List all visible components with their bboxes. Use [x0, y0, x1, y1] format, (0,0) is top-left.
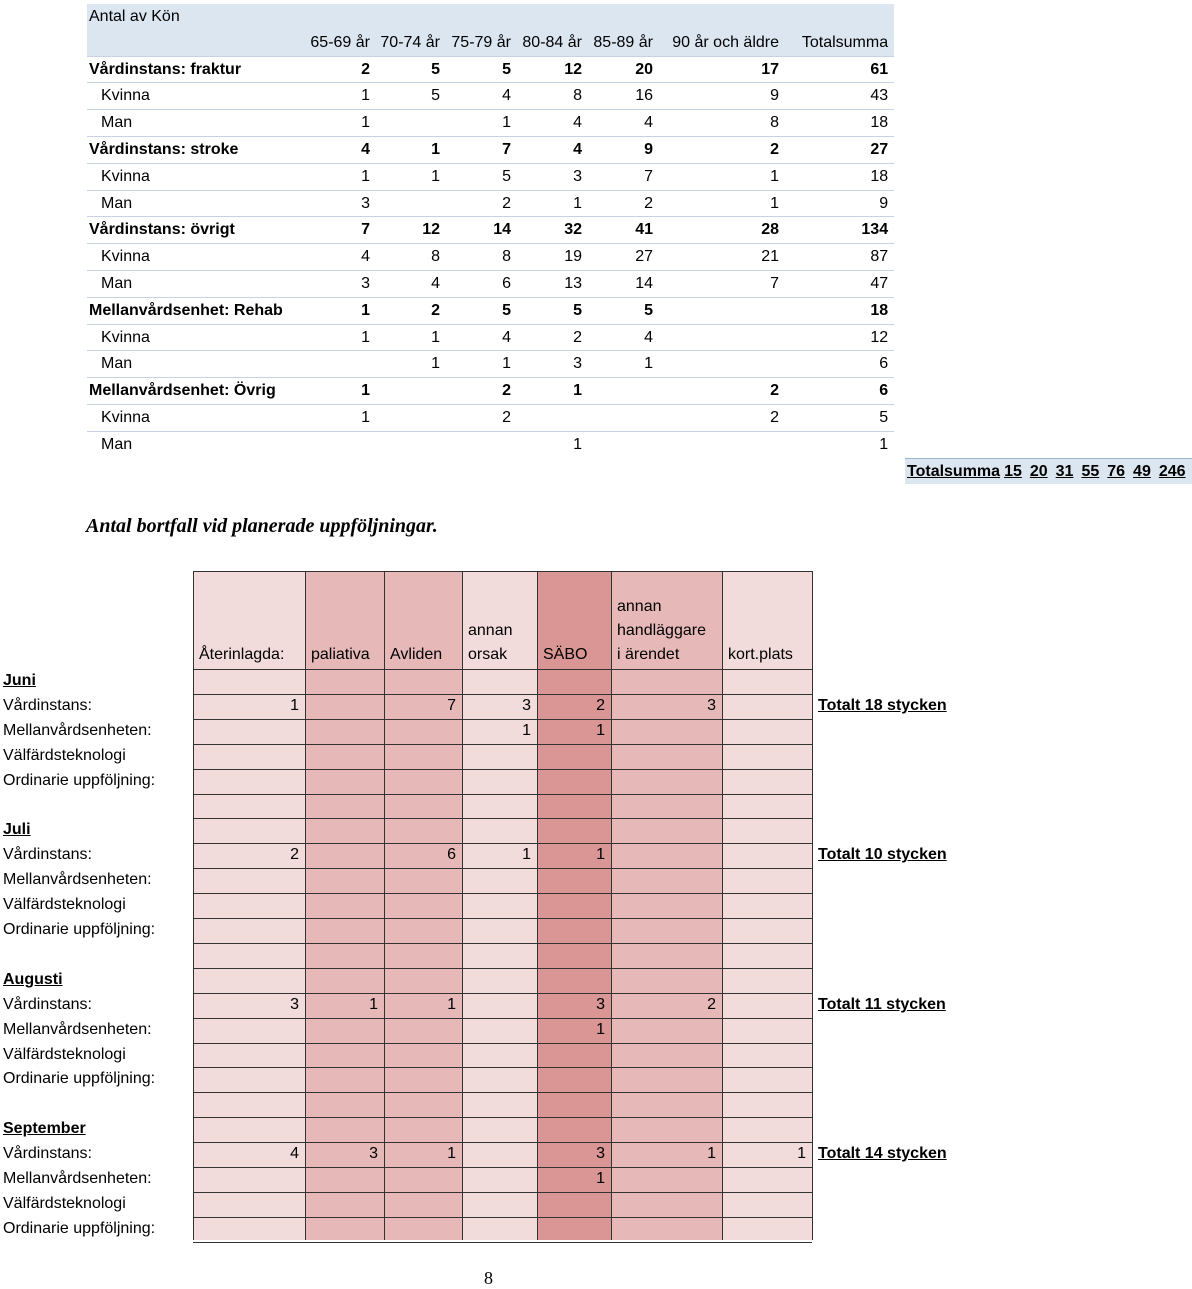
- pivot-cell: 1: [304, 404, 376, 431]
- pivot-cell: 4: [517, 110, 588, 137]
- grid-cell-value: 3: [707, 696, 716, 714]
- grid-cell-value: 3: [522, 696, 531, 714]
- pivot-cell: 76: [1105, 458, 1131, 484]
- pivot-cell: 4: [304, 244, 376, 271]
- pivot-cell: 1: [446, 110, 517, 137]
- month-label: Juni: [3, 672, 36, 689]
- pivot-row-label: Vårdinstans: stroke: [87, 136, 304, 163]
- pivot-cell: 7: [304, 217, 376, 244]
- pivot-row-label: Vårdinstans: fraktur: [87, 56, 304, 83]
- grid-column-header: paliativa: [311, 646, 370, 663]
- pivot-row-label: Man: [87, 270, 304, 297]
- pivot-cell: 6: [785, 351, 894, 378]
- grid-column-fill: [305, 571, 384, 1240]
- pivot-cell: 55: [1079, 458, 1105, 484]
- page-number: 8: [484, 1268, 493, 1288]
- pivot-cell: 2: [659, 378, 785, 405]
- pivot-cell: 12: [785, 324, 894, 351]
- pivot-cell: 5: [376, 83, 446, 110]
- pivot-cell: 7: [446, 136, 517, 163]
- grid-column-header: handläggare: [617, 622, 706, 639]
- grid-column-fill: [611, 571, 722, 1240]
- pivot-cell: 4: [376, 270, 446, 297]
- pivot-cell: 14: [588, 270, 659, 297]
- grid-hline: [193, 669, 812, 670]
- grid-column-fill: [537, 571, 611, 1240]
- pivot-cell: 4: [588, 110, 659, 137]
- grid-cell-value: 1: [447, 995, 456, 1013]
- pivot-cell: 7: [659, 270, 785, 297]
- pivot-cell: 32: [517, 217, 588, 244]
- pivot-cell: 4: [517, 136, 588, 163]
- pivot-cell: 2: [446, 378, 517, 405]
- row-label: Mellanvårdsenheten:: [3, 871, 152, 889]
- grid-cell-value: 1: [596, 1020, 605, 1038]
- row-label: Vårdinstans:: [3, 995, 92, 1013]
- grid-hline: [193, 968, 812, 969]
- pivot-column-header: 70-74 år: [376, 30, 446, 56]
- row-label: Vårdinstans:: [3, 846, 92, 864]
- pivot-cell: 134: [785, 217, 894, 244]
- grid-hline: [193, 918, 812, 919]
- pivot-cell: 1: [304, 378, 376, 405]
- grid-hline: [193, 571, 812, 572]
- pivot-cell: 4: [446, 83, 517, 110]
- row-label: Ordinarie uppföljning:: [3, 1070, 156, 1088]
- pivot-cell: 19: [517, 244, 588, 271]
- pivot-column-header: 90 år och äldre: [659, 30, 785, 56]
- pivot-row-label: Man: [87, 431, 304, 457]
- grid-cell-value: 1: [596, 721, 605, 739]
- pivot-row-label: Kvinna: [87, 163, 304, 190]
- pivot-cell: 1: [304, 110, 376, 137]
- pivot-row-label: Kvinna: [87, 244, 304, 271]
- grid-cell-value: 2: [596, 696, 605, 714]
- grid-column-header: Återinlagda:: [199, 646, 285, 663]
- pivot-cell: 17: [659, 56, 785, 83]
- row-label: Ordinarie uppföljning:: [3, 1219, 156, 1237]
- pivot-cell: 8: [517, 83, 588, 110]
- pivot-cell: 18: [785, 297, 894, 324]
- grid-cell-value: 1: [522, 721, 531, 739]
- pivot-cell: 61: [785, 56, 894, 83]
- pivot-cell: 1: [517, 378, 588, 405]
- grid-vline: [305, 571, 306, 1240]
- pivot-cell: 43: [785, 83, 894, 110]
- pivot-column-header: Totalsumma: [785, 30, 894, 56]
- pivot-row-label: Man: [87, 110, 304, 137]
- grid-cell-value: 1: [369, 995, 378, 1013]
- grid-cell-value: 1: [522, 846, 531, 864]
- grid-cell-value: 1: [797, 1145, 806, 1163]
- pivot-cell: 5: [785, 404, 894, 431]
- grid-vline: [462, 571, 463, 1240]
- pivot-cell: 1: [376, 163, 446, 190]
- grid-hline: [193, 1192, 812, 1193]
- grid-vline: [812, 571, 813, 1240]
- pivot-cell: 87: [785, 244, 894, 271]
- row-label: Välfärdsteknologi: [3, 1045, 126, 1063]
- pivot-cell: 14: [446, 217, 517, 244]
- month-total: Totalt 18 stycken: [818, 696, 947, 714]
- grid-cell-value: 6: [447, 846, 456, 864]
- pivot-cell: 1: [517, 190, 588, 217]
- grid-vline: [384, 571, 385, 1240]
- month-label: September: [3, 1120, 86, 1138]
- pivot-cell: 2: [659, 136, 785, 163]
- pivot-cell: 6: [785, 378, 894, 405]
- grid-hline: [193, 794, 812, 795]
- pivot-cell: 2: [659, 404, 785, 431]
- pivot-cell: 4: [588, 324, 659, 351]
- pivot-cell: 3: [304, 270, 376, 297]
- grid-cell-value: 2: [707, 995, 716, 1013]
- pivot-cell: 4: [304, 136, 376, 163]
- pivot-cell: 27: [588, 244, 659, 271]
- grid-column-fill: [462, 571, 537, 1240]
- row-label: Ordinarie uppföljning:: [3, 771, 156, 789]
- grid-cell-value: 4: [290, 1145, 299, 1163]
- grid-vline: [722, 571, 723, 1240]
- grid-column-fill: [193, 571, 305, 1240]
- month-total: Totalt 10 stycken: [818, 846, 947, 864]
- section-heading: Antal bortfall vid planerade uppföljningar.: [86, 515, 438, 537]
- pivot-cell: 5: [588, 297, 659, 324]
- pivot-cell: 2: [517, 324, 588, 351]
- pivot-cell: 9: [659, 83, 785, 110]
- pivot-cell: 12: [376, 217, 446, 244]
- pivot-cell: 20: [1028, 458, 1054, 484]
- grid-hline: [193, 1167, 812, 1168]
- grid-hline: [193, 1043, 812, 1044]
- grid-column-fill: [722, 571, 812, 1240]
- row-label: Välfärdsteknologi: [3, 746, 126, 764]
- pivot-cell: 8: [659, 110, 785, 137]
- pivot-column-header: 85-89 år: [588, 30, 659, 56]
- pivot-row-label: Kvinna: [87, 404, 304, 431]
- month-total: Totalt 14 stycken: [818, 1145, 947, 1163]
- grid-hline: [193, 818, 812, 819]
- pivot-cell: 9: [588, 136, 659, 163]
- pivot-cell: 7: [588, 163, 659, 190]
- pivot-cell: 6: [446, 270, 517, 297]
- grid-vline: [537, 571, 538, 1240]
- grid-cell-value: 1: [596, 1170, 605, 1187]
- pivot-cell: 2: [446, 190, 517, 217]
- pivot-cell: 2: [588, 190, 659, 217]
- pivot-cell: 18: [785, 163, 894, 190]
- pivot-cell: 1: [376, 324, 446, 351]
- grid-column-header: i ärendet: [617, 646, 680, 663]
- pivot-cell: 31: [1054, 458, 1080, 484]
- pivot-column-header: 80-84 år: [517, 30, 588, 56]
- pivot-cell: 8: [446, 244, 517, 271]
- pivot-cell: 5: [446, 297, 517, 324]
- grid-cell-value: 3: [369, 1145, 378, 1163]
- pivot-cell: 1: [304, 83, 376, 110]
- grid-hline: [193, 1018, 812, 1019]
- grid-cell-value: 3: [290, 995, 299, 1013]
- pivot-cell: 41: [588, 217, 659, 244]
- grid-cell-value: 1: [596, 846, 605, 864]
- grid-hline: [193, 1067, 812, 1068]
- grid-vline: [193, 571, 194, 1240]
- pivot-cell: 2: [376, 297, 446, 324]
- pivot-cell: 1: [517, 431, 588, 457]
- pivot-cell: 13: [517, 270, 588, 297]
- row-label: Ordinarie uppföljning:: [3, 921, 156, 938]
- row-label: Vårdinstans:: [3, 696, 92, 714]
- grid-column-header: Avliden: [390, 646, 443, 663]
- row-label: Mellanvårdsenheten:: [3, 1170, 152, 1187]
- pivot-cell: 12: [517, 56, 588, 83]
- pivot-row-label: Totalsumma: [905, 458, 1002, 484]
- pivot-row-label: Mellanvårdsenhet: Rehab: [87, 297, 304, 324]
- pivot-cell: 3: [304, 190, 376, 217]
- pivot-cell: 1: [446, 351, 517, 378]
- month-label: Augusti: [3, 970, 63, 988]
- pivot-cell: 1: [785, 431, 894, 457]
- pivot-row-label: Kvinna: [87, 324, 304, 351]
- grid-cell-value: 2: [290, 846, 299, 864]
- grid-hline: [193, 1092, 812, 1093]
- pivot-cell: 2: [304, 56, 376, 83]
- grid-hline: [193, 744, 812, 745]
- grid-column-header: orsak: [468, 646, 508, 663]
- pivot-cell: 5: [446, 56, 517, 83]
- grid-column-header: annan: [617, 598, 662, 615]
- pivot-cell: 8: [376, 244, 446, 271]
- pivot-row-label: Mellanvårdsenhet: Övrig: [87, 378, 304, 405]
- pivot-cell: 3: [517, 163, 588, 190]
- grid-cell-value: 3: [596, 1145, 605, 1163]
- pivot-cell: 16: [588, 83, 659, 110]
- pivot-cell: 15: [1002, 458, 1028, 484]
- grid-hline: [193, 1117, 812, 1118]
- pivot-column-header: 75-79 år: [446, 30, 517, 56]
- grid-column-fill: [384, 571, 462, 1240]
- grid-hline: [193, 769, 812, 770]
- pivot-cell: 246: [1157, 458, 1192, 484]
- row-label: Mellanvårdsenheten:: [3, 721, 152, 739]
- pivot-column-header: 65-69 år: [304, 30, 376, 56]
- pivot-cell: 2: [446, 404, 517, 431]
- pivot-row-label: Man: [87, 190, 304, 217]
- row-label: Vårdinstans:: [3, 1145, 92, 1163]
- grid-cell-value: 1: [290, 696, 299, 714]
- pivot-cell: 1: [376, 136, 446, 163]
- pivot-cell: 47: [785, 270, 894, 297]
- pivot-cell: 49: [1131, 458, 1157, 484]
- grid-hline: [193, 1242, 812, 1243]
- pivot-cell: 5: [517, 297, 588, 324]
- pivot-cell: 18: [785, 110, 894, 137]
- pivot-cell: 1: [376, 351, 446, 378]
- grid-column-header: kort.plats: [728, 646, 793, 663]
- pivot-cell: 4: [446, 324, 517, 351]
- pivot-cell: 1: [588, 351, 659, 378]
- pivot-row-label: Kvinna: [87, 83, 304, 110]
- grid-hline: [193, 943, 812, 944]
- pivot-cell: 20: [588, 56, 659, 83]
- pivot-title: Antal av Kön: [87, 4, 894, 30]
- grid-column-header: SÄBO: [543, 646, 588, 663]
- grid-cell-value: 3: [596, 995, 605, 1013]
- pivot-cell: 28: [659, 217, 785, 244]
- row-label: Välfärdsteknologi: [3, 1194, 126, 1212]
- pivot-cell: 1: [304, 324, 376, 351]
- pivot-row-label: Man: [87, 351, 304, 378]
- pivot-cell: 1: [304, 163, 376, 190]
- pivot-cell: 1: [659, 163, 785, 190]
- grid-cell-value: 7: [447, 696, 456, 714]
- pivot-cell: 27: [785, 136, 894, 163]
- pivot-cell: 9: [785, 190, 894, 217]
- pivot-cell: 5: [446, 163, 517, 190]
- grid-hline: [193, 1217, 812, 1218]
- pivot-cell: 21: [659, 244, 785, 271]
- row-label: Mellanvårdsenheten:: [3, 1020, 152, 1038]
- pivot-cell: 1: [304, 297, 376, 324]
- month-label: Juli: [3, 821, 31, 839]
- grid-column-header: annan: [468, 622, 513, 639]
- pivot-cell: 3: [517, 351, 588, 378]
- grid-cell-value: 1: [707, 1145, 716, 1163]
- grid-cell-value: 1: [447, 1145, 456, 1163]
- pivot-row-label: Vårdinstans: övrigt: [87, 217, 304, 244]
- row-label: Välfärdsteknologi: [3, 896, 126, 914]
- grid-hline: [193, 893, 812, 894]
- month-total: Totalt 11 stycken: [818, 995, 946, 1013]
- pivot-cell: 5: [376, 56, 446, 83]
- pivot-cell: 1: [659, 190, 785, 217]
- grid-vline: [611, 571, 612, 1240]
